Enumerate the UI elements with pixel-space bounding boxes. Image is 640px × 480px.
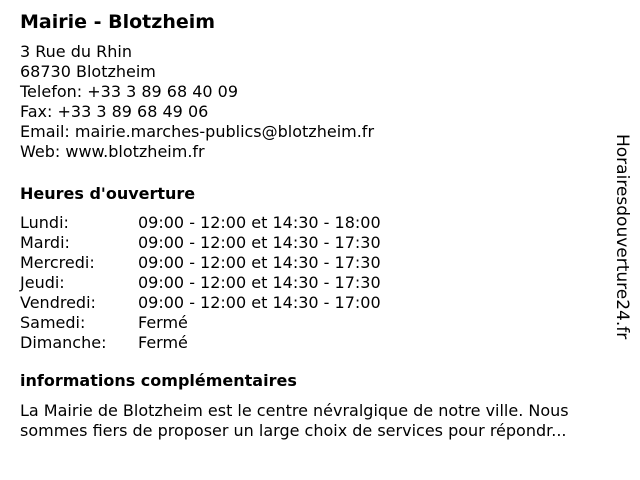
hours-heading: Heures d'ouverture bbox=[20, 184, 196, 203]
hours-time: Fermé bbox=[138, 333, 188, 352]
hours-day: Dimanche: bbox=[20, 333, 107, 352]
fax-number: Fax: +33 3 89 68 49 06 bbox=[20, 102, 209, 121]
business-card bbox=[20, 10, 610, 441]
hours-time: 09:00 - 12:00 et 14:30 - 17:30 bbox=[138, 253, 381, 272]
hours-day: Samedi: bbox=[20, 313, 86, 332]
info-description: La Mairie de Blotzheim est le centre névralgique de notre ville. Nous sommes fiers de proposer un large choix de services pour répondr... bbox=[20, 401, 569, 440]
address-street: 3 Rue du Rhin bbox=[20, 42, 132, 61]
hours-day: Mardi: bbox=[20, 233, 70, 252]
phone-number: Telefon: +33 3 89 68 40 09 bbox=[20, 82, 239, 101]
hours-day: Lundi: bbox=[20, 213, 69, 232]
hours-row bbox=[20, 293, 610, 313]
hours-row bbox=[20, 333, 610, 353]
hours-day: Jeudi: bbox=[20, 273, 65, 292]
hours-time: 09:00 - 12:00 et 14:30 - 17:30 bbox=[138, 273, 381, 292]
hours-time: 09:00 - 12:00 et 14:30 - 17:00 bbox=[138, 293, 381, 312]
hours-time: 09:00 - 12:00 et 14:30 - 18:00 bbox=[138, 213, 381, 232]
hours-day: Mercredi: bbox=[20, 253, 95, 272]
info-heading: informations complémentaires bbox=[20, 371, 297, 390]
hours-day: Vendredi: bbox=[20, 293, 96, 312]
hours-row bbox=[20, 253, 610, 273]
hours-table bbox=[20, 213, 610, 353]
hours-row bbox=[20, 313, 610, 333]
address-block bbox=[20, 42, 610, 162]
hours-time: 09:00 - 12:00 et 14:30 - 17:30 bbox=[138, 233, 381, 252]
address-city: 68730 Blotzheim bbox=[20, 62, 156, 81]
website-url: Web: www.blotzheim.fr bbox=[20, 142, 205, 161]
hours-time: Fermé bbox=[138, 313, 188, 332]
site-watermark: Horairesdouverture24.fr bbox=[612, 134, 632, 340]
hours-row bbox=[20, 233, 610, 253]
hours-row bbox=[20, 273, 610, 293]
hours-row bbox=[20, 213, 610, 233]
page-title: Mairie - Blotzheim bbox=[20, 11, 216, 33]
email-address: Email: mairie.marches-publics@blotzheim.fr bbox=[20, 122, 375, 141]
